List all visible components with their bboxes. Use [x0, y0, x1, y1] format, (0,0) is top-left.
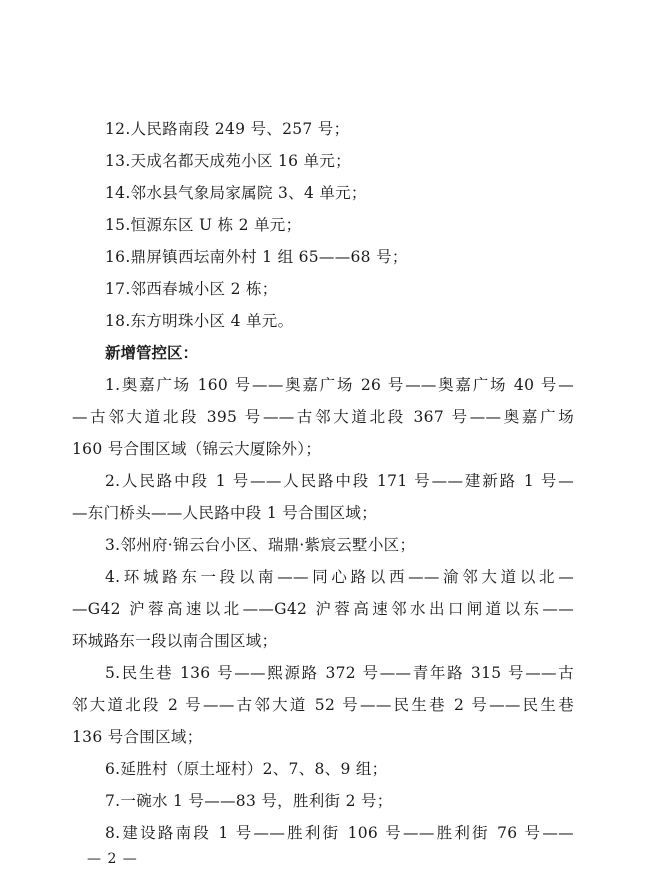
paragraph-line: 7.一碗水 1 号——83 号，胜利街 2 号；	[105, 792, 393, 810]
paragraph-line: 1.奥嘉广场 160 号——奥嘉广场 26 号——奥嘉广场 40 号—	[105, 376, 574, 394]
section-heading: 新增管控区：	[105, 344, 199, 362]
paragraph-line: 环城路东一段以南合围区域；	[72, 632, 278, 650]
paragraph-5	[72, 657, 574, 753]
paragraph-8	[72, 817, 574, 849]
paragraph-4	[72, 561, 574, 657]
paragraph-line: 2.人民路中段 1 号——人民路中段 171 号——建新路 1 号—	[105, 472, 574, 490]
paragraph-6	[72, 753, 574, 785]
list-item: 13.天成名都天成苑小区 16 单元；	[105, 152, 351, 170]
paragraph-line: 邻大道北段 2 号——古邻大道 52 号——民生巷 2 号——民生巷	[72, 696, 574, 714]
list-item: 12.人民路南段 249 号、257 号；	[105, 120, 350, 138]
paragraph-line: 3.邻州府·锦云台小区、瑞鼎·紫宸云墅小区；	[105, 536, 416, 554]
paragraph-line: —东门桥头——人民路中段 1 号合围区域；	[72, 504, 378, 522]
paragraph-line: 5.民生巷 136 号——熙源路 372 号——青年路 315 号——古	[105, 664, 574, 682]
paragraph-line: 136 号合围区域；	[72, 728, 203, 746]
document-body	[72, 113, 574, 849]
paragraph-1	[72, 369, 574, 465]
list-item: 15.恒源东区 U 栋 2 单元；	[105, 216, 302, 234]
paragraph-line: —古邻大道北段 395 号——古邻大道北段 367 号——奥嘉广场	[72, 408, 574, 426]
paragraph-line: 4.环城路东一段以南——同心路以西——渝邻大道以北—	[105, 568, 574, 586]
list-item: 14.邻水县气象局家属院 3、4 单元；	[105, 184, 367, 202]
paragraph-line: 160 号合围区域（锦云大厦除外）；	[72, 440, 322, 458]
paragraph-line: 6.延胜村（原土垭村）2、7、8、9 组；	[105, 760, 388, 778]
list-item: 18.东方明珠小区 4 单元。	[105, 312, 294, 330]
paragraph-3	[72, 529, 574, 561]
list-item: 16.鼎屏镇西坛南外村 1 组 65——68 号；	[105, 248, 408, 266]
paragraph-2	[72, 465, 574, 529]
list-item: 17.邻西春城小区 2 栋；	[105, 280, 278, 298]
paragraph-7	[72, 785, 574, 817]
paragraph-line: —G42 沪蓉高速以北——G42 沪蓉高速邻水出口闸道以东——	[72, 600, 574, 618]
page-number: — 2 —	[87, 851, 138, 867]
paragraph-line: 8.建设路南段 1 号——胜利街 106 号——胜利街 76 号——	[105, 824, 574, 842]
